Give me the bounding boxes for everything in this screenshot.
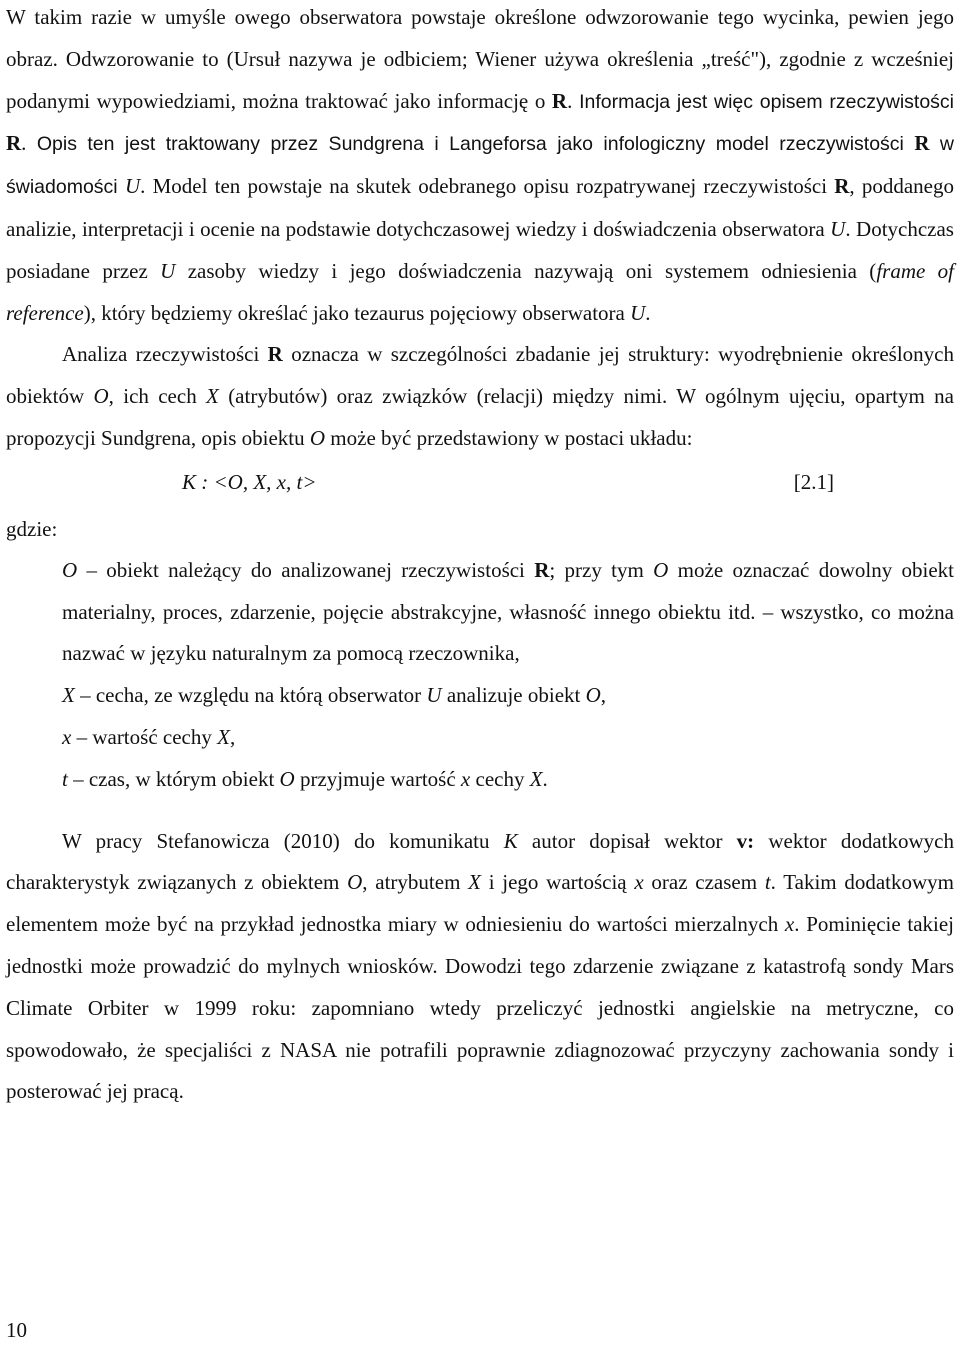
text-run: – cecha, ze względu na którą obserwator <box>74 683 427 708</box>
text-run: . Takim dodatkowym elementem może być na przykład jednostka miary w odniesieniu do wartości mierzalnych <box>6 870 954 937</box>
text-run: W pracy Stefanowicza (2010) do komunikatu <box>62 828 504 853</box>
text-run: , <box>600 683 607 708</box>
spacer <box>6 801 954 821</box>
text-run: . <box>542 766 548 791</box>
text-run: – czas, w którym obiekt <box>67 766 280 791</box>
text-run: i jego wartością <box>480 870 635 895</box>
text-run: . Dotychczas posiadane przez <box>6 216 954 283</box>
text-run: autor dopisał wektor <box>517 828 737 853</box>
symbol-X: X <box>468 870 481 895</box>
text-run: , poddanego analizie, interpretacji i ocenie na podstawie dotychczasowej wiedzy i doświadczenia obserwatora <box>6 174 954 241</box>
text-run: oraz czasem <box>643 870 765 895</box>
formula-number: [2.1] <box>793 469 834 494</box>
text-run: ; przy tym <box>549 557 654 582</box>
text-run-sans: Opis ten jest traktowany przez Sundgrena i Langeforsa jako infologiczny model rzeczywistości <box>26 133 915 156</box>
text-run: . <box>645 300 651 325</box>
text-run: zasoby wiedzy i jego doświadczenia nazywają oni systemem odniesienia ( <box>175 258 877 283</box>
symbol-x: x <box>460 766 471 791</box>
text-run: oznacza w szczególności zbadanie jej struktury: wyodrębnienie określonych obiektów <box>6 342 954 409</box>
symbol-X: X <box>206 384 219 409</box>
text-run: . <box>21 131 27 156</box>
text-run: (atrybutów) oraz związków (relacji) między nimi. W ogólnym ujęciu, opartym na propozycji Sundgrena, opis obiektu <box>6 384 954 450</box>
text-run-sans: Informacja jest więc opisem rzeczywistości <box>572 90 955 113</box>
symbol-R: R <box>914 131 930 156</box>
text-run: – obiekt należący do analizowanej rzeczywistości <box>77 557 535 582</box>
symbol-O: O <box>279 766 295 791</box>
symbol-x: x <box>62 724 72 749</box>
symbol-t: t <box>62 766 68 791</box>
text-run: . Pominięcie takiej jednostki może prowadzić do mylnych wniosków. Dowodzi tego zdarzenie związane z katastrofą sondy Mars Climate Orbiter w 1999 roku: zapomniano wtedy przeliczyć jednostki angielskie na metryczne, co spowodowało, że specjaliści z NASA nie potrafili poprawnie zdiagnozować przyczyny zachowania sondy i posterować jej pracą. <box>6 912 955 1104</box>
text-run: ), który będziemy określać jako tezaurus pojęciowy obserwatora <box>83 300 631 325</box>
text-run: może być przedstawiony w postaci układu: <box>325 425 693 450</box>
symbol-O: O <box>62 557 78 582</box>
symbol-X: X <box>529 766 543 791</box>
text-run: analizuje obiekt <box>441 683 586 708</box>
text-run: , <box>229 724 236 749</box>
symbol-R: R <box>6 131 22 156</box>
symbol-v: v: <box>736 828 755 853</box>
text-run: . <box>567 88 573 113</box>
symbol-X: X <box>62 683 75 708</box>
definition-list <box>62 550 954 801</box>
symbol-U: U <box>124 174 141 199</box>
where-label: gdzie: <box>6 516 58 541</box>
symbol-O: O <box>93 384 109 409</box>
text-run: , ich cech <box>108 384 207 409</box>
text-run: przyjmuje wartość <box>294 766 461 791</box>
symbol-O: O <box>653 557 669 582</box>
text-run: . <box>140 174 146 199</box>
text-run: , atrybutem <box>362 870 469 895</box>
symbol-U: U <box>160 258 176 283</box>
symbol-U: U <box>630 300 646 325</box>
symbol-x: x <box>784 912 795 937</box>
document-page <box>6 0 954 1113</box>
paragraph-1 <box>6 0 954 334</box>
formula-expression: K : <O, X, x, t> <box>182 469 317 494</box>
text-run: wektor dodatkowych charakterystyk związanych z obiektem <box>6 828 954 895</box>
symbol-O: O <box>585 683 601 708</box>
text-run-sans: w świadomości <box>6 133 955 199</box>
text-run: W takim razie w umyśle owego obserwatora powstaje określone odwzorowanie tego wycinka, pewien jego obraz. Odwzorowanie to (Ursuł nazywa je odbiciem; Wiener używa określenia „treść"), zgodnie z wcześniej podanymi wypowiedziami, można traktować jako informację o <box>6 5 954 113</box>
paragraph-2 <box>6 334 954 459</box>
text-run: może oznaczać dowolny obiekt materialny, proces, zdarzenie, pojęcie abstrakcyjne, własność innego obiektu itd. – wszystko, co można nazwać w języku naturalnym za pomocą rzeczownika, <box>62 557 955 666</box>
symbol-R: R <box>534 557 550 582</box>
symbol-R: R <box>551 88 568 113</box>
symbol-O: O <box>347 870 363 895</box>
symbol-R: R <box>267 342 283 367</box>
symbol-X: X <box>217 724 230 749</box>
symbol-K: K <box>503 828 518 853</box>
text-run: Model ten powstaje na skutek odebranego opisu rozpatrywanej rzeczywistości <box>145 174 835 199</box>
symbol-x: x <box>634 870 644 895</box>
symbol-U: U <box>830 216 846 241</box>
symbol-t: t <box>764 870 771 895</box>
text-run: Analiza rzeczywistości <box>62 342 268 367</box>
paragraph-3 <box>6 821 954 1114</box>
definition-t <box>62 759 954 801</box>
definition-O <box>62 550 954 675</box>
symbol-U: U <box>426 683 442 708</box>
symbol-R: R <box>834 174 850 199</box>
page-number: 10 <box>6 1318 27 1342</box>
text-run: – wartość cechy <box>71 724 218 749</box>
italic-term: frame of reference <box>6 258 955 325</box>
definition-X <box>62 675 954 717</box>
symbol-O: O <box>309 425 326 450</box>
text-run: cechy <box>470 766 530 791</box>
formula-2-1 <box>6 464 954 508</box>
definition-x <box>62 717 954 759</box>
